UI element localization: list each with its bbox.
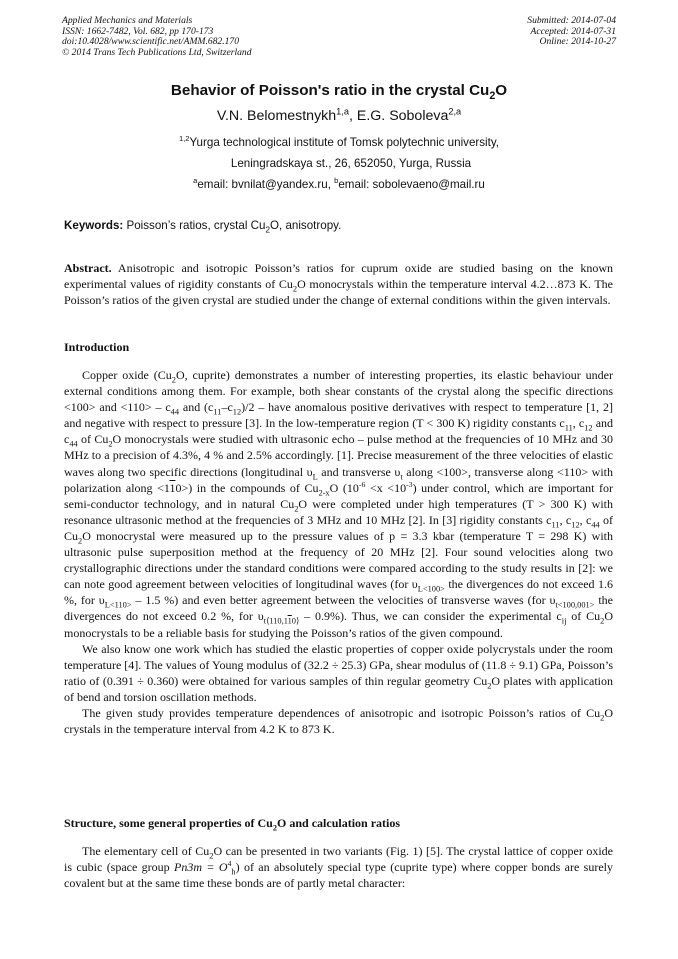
- paper-title: Behavior of Poisson's ratio in the crystal $Cu_2O$: [170, 82, 508, 103]
- date-accepted: Accepted: 2014-07-31: [530, 25, 616, 37]
- introduction-body: [64, 367, 613, 737]
- journal-name: Applied Mechanics and Materials: [62, 15, 193, 26]
- journal-doi[interactable]: doi:10.4028/www.scientific.net/AMM.682.170: [62, 36, 240, 48]
- section-heading-introduction: Introduction: [64, 340, 130, 354]
- journal-copyright: © 2014 Trans Tech Publications Ltd, Switzerland: [62, 46, 252, 58]
- keywords: Keywords: Poisson’s ratios, crystal $Cu_2O$, anisotropy.: [64, 219, 342, 235]
- date-submitted: Submitted: 2014-07-04: [527, 15, 616, 26]
- authors: V.N. Belomestnykh$^{1,a}$, E.G. Soboleva$^{2,a}$: [216, 106, 462, 124]
- affiliation-line2: Leningradskaya st., 26, 652050, Yurga, Russia: [230, 157, 472, 170]
- journal-issn: ISSN: 1662-7482, Vol. 682, pp 170-173: [62, 25, 214, 37]
- structure-paragraph-1: The elementary cell of $Cu_2O$ can be presented in two variants (Fig. 1) [5]. The crystal lattice of copper oxide is cubic (space group $Pn3m = O^4_h$) of an absolutely special type (cuprite type) where copper bonds are surely covalent but at the same time these bonds are of partly metal character:: [64, 844, 614, 891]
- section-heading-structure: Structure, some general properties of $Cu_2O$ and calculation ratios: [64, 816, 401, 833]
- journal-header: [62, 16, 252, 58]
- intro-paragraph-3: The given study provides temperature dependences of anisotropic and isotropic Poisson’s ratios of $Cu_2O$ crystals in the temperature interval from 4.2 K to 873 K.: [64, 705, 613, 737]
- date-online: Online: 2014-10-27: [539, 36, 616, 48]
- dates-header: [527, 16, 616, 48]
- intro-paragraph-1: Copper oxide ($Cu_2O$, cuprite) demonstrates a number of interesting properties, its elastic behaviour under external conditions among them. For example, both shear constants of the crystal along the specific directions <100> and $<110> - c_{44}$ and $(c_{11}-c_{12})/2$ – have anomalous positive derivatives with respect to temperature [1, 2] and negative with respect to pressure [3]. In the low-temperature region (T < 300 K) rigidity constants $c_{11}$, $c_{12}$ and $c_{44}$ of $Cu_2O$ monocrystals were studied with ultrasonic echo – pulse method at the frequencies of 10 MHz and 30 MHz to a precision of 4.3%, 4 % and 2.5% accordingly. [1]. Precise measurement of the three velocities of elastic waves along two specific directions (longitudinal $\upsilon_L$ and transverse $\upsilon_t$ along <100>, transverse along <110> with polarization along <110>) in the compounds of $Cu_{2-x}O$ $(10^{-6} <x <10^{-3})$ under control, which are important for semi-conductor technology, and in natural $Cu_2O$ were completed under high temperatures (T > 300 K) with resonance ultrasonic method at the frequencies of 3 MHz and 10 MHz [2]. In [3] rigidity constants $c_{11}$, $c_{12}$, $c_{44}$ of $Cu_2O$ monocrystal were measured up to the pressure values of p = 3.3 kbar (temperature T = 298 K) with ultrasonic pulse superposition method at the frequency of 20 MHz [2]. Four sound velocities along two crystallographic directions under the standard conditions were compared according to the study results in [2]: we can note good agreement between velocities of longitudinal waves (for $\upsilon_{L<100>}$ the divergences do not exceed 1.6 %, for $\upsilon_{L<110>} - 1.5$ %) and even better agreement between the velocities of transverse waves (for $\upsilon_{t<100,001>}$ the divergences do not exceed 0.2 %, for $\upsilon_{t⟨110,110⟩} - 0.9\%$). Thus, we can consider the experimental $c_{ij}$ of $Cu_2O$ monocrystals to be a reliable basis for studying the Poisson’s ratios of the given compound.: [64, 368, 614, 640]
- affiliation-line1: $^{1,2}$Yurga technological institute of Tomsk polytechnic university,: [178, 134, 500, 149]
- abstract: Abstract. Anisotropic and isotropic Poisson’s ratios for cuprum oxide are studied basing on the known experimental values of rigidity constants of $Cu_2O$ monocrystals within the temperature interval 4.2…873 K. The Poisson’s ratios of the given crystal are studied under the change of external conditions within the given intervals.: [64, 261, 613, 308]
- affiliation-emails: $^a$email: bvnilat@yandex.ru, $^b$email: sobolevaeno@mail.ru: [193, 176, 485, 191]
- structure-body: [64, 843, 613, 891]
- intro-paragraph-2: We also know one work which has studied the elastic properties of copper oxide polycrystals under the room temperature [4]. The values of Young modulus of (32.2 ÷ 25.3) GPa, shear modulus of (11.8 ÷ 9.1) GPa, Poisson’s ratio of (0.391 ÷ 0.360) were obtained for various samples of thin regular geometry $Cu_2O$ plates with application of bend and torsion oscillation methods.: [64, 641, 613, 704]
